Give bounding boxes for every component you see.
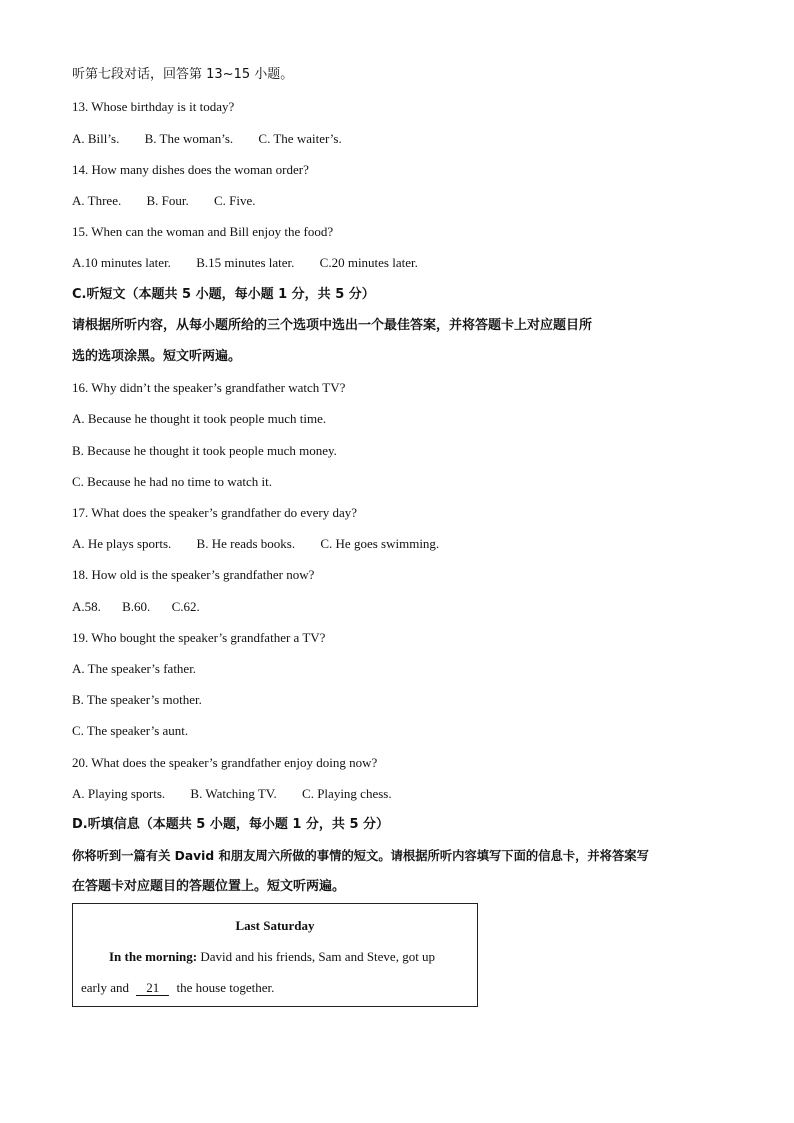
info-card-title: Last Saturday [235,918,315,933]
option-c: C.20 minutes later. [319,255,418,270]
question-16: 16. Why didn’t the speaker’s grandfather watch TV? [72,380,346,395]
info-card [72,903,478,1007]
question-13-options [72,130,342,148]
question-16-option-b: B. Because he thought it took people much money. [72,443,337,458]
option-a: A. Three. [72,193,122,208]
info-card-label: In the morning: [109,949,198,964]
question-16-option-a: A. Because he thought it took people much time. [72,411,327,426]
info-card-line-2-pre: early and [81,980,130,995]
option-c: C. He goes swimming. [320,536,440,551]
question-16-option-c: C. Because he had no time to watch it. [72,474,273,489]
part-d-instruction-1: 你将听到一篇有关 David 和朋友周六所做的事情的短文。请根据所听内容填写下面的信息卡，并将答案写 [72,849,649,863]
info-card-line-1 [109,949,435,965]
option-c: C.62. [171,599,200,614]
option-b: B.15 minutes later. [196,255,295,270]
option-a: A. Bill’s. [72,131,120,146]
info-card-line-2 [81,980,274,996]
question-18: 18. How old is the speaker’s grandfather now? [72,567,315,582]
option-a: A. He plays sports. [72,536,172,551]
option-a: A.10 minutes later. [72,255,171,270]
question-17-options [72,535,439,553]
part-c-instruction-2: 选的选项涂黑。短文听两遍。 [72,349,242,364]
question-17: 17. What does the speaker’s grandfather do every day? [72,505,358,520]
part-c-heading: C.听短文（本题共 5 小题，每小题 1 分，共 5 分） [72,287,375,302]
option-a: A.58. [72,599,101,614]
question-15-options [72,254,418,272]
question-13: 13. Whose birthday is it today? [72,99,235,114]
question-19-option-c: C. The speaker’s aunt. [72,723,189,738]
question-14: 14. How many dishes does the woman order? [72,162,309,177]
info-card-line-1-text: David and his friends, Sam and Steve, got up [197,949,436,964]
option-b: B. Four. [146,193,189,208]
option-a: A. Playing sports. [72,786,166,801]
question-20: 20. What does the speaker’s grandfather enjoy doing now? [72,755,378,770]
option-c: C. Five. [213,193,256,208]
question-19-option-b: B. The speaker’s mother. [72,692,202,707]
question-15: 15. When can the woman and Bill enjoy the food? [72,224,334,239]
option-b: B. Watching TV. [190,786,277,801]
option-b: B. The woman’s. [144,131,234,146]
info-card-line-2-post: the house together. [176,980,275,995]
part-d-heading: D.听填信息（本题共 5 小题，每小题 1 分，共 5 分） [72,817,390,832]
question-18-options [72,598,200,616]
part-c-instruction-1: 请根据所听内容，从每小题所给的三个选项中选出一个最佳答案，并将答题卡上对应题目所 [72,318,593,333]
option-b: B.60. [122,599,151,614]
question-19-option-a: A. The speaker’s father. [72,661,197,676]
question-20-options [72,785,392,803]
question-19: 19. Who bought the speaker’s grandfather a TV? [72,630,326,645]
part-d-instruction-2: 在答题卡对应题目的答题位置上。短文听两遍。 [72,879,346,894]
section-intro: 听第七段对话，回答第 13~15 小题。 [72,67,294,82]
option-c: C. The waiter’s. [258,131,342,146]
option-c: C. Playing chess. [302,786,392,801]
answer-blank-21[interactable]: 21 [136,981,169,996]
question-14-options [72,192,256,210]
option-b: B. He reads books. [196,536,296,551]
